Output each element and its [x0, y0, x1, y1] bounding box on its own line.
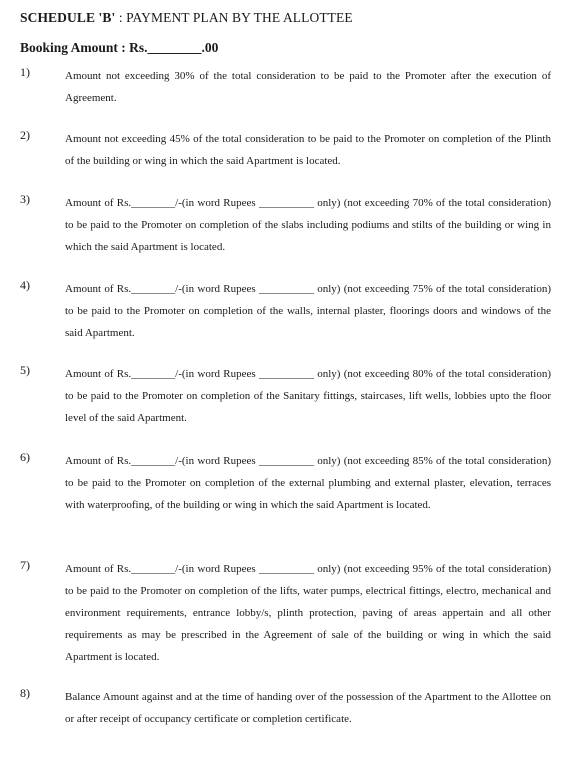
schedule-title [20, 10, 353, 26]
item-text: Amount of Rs.________/-(in word Rupees __________ only) (not exceeding 70% of the total consideration) to be paid to the Promoter on completion of the slabs including podiums and stilts of the building or wing in which the said Apartment is located. [65, 197, 551, 253]
schedule-title-rest: : PAYMENT PLAN BY THE ALLOTTEE [115, 10, 353, 25]
item-text: Amount not exceeding 45% of the total consideration to be paid to the Promoter on completion of the Plinth of the building or wing in which the said Apartment is located. [65, 133, 551, 167]
item-text: Amount of Rs.________/-(in word Rupees __________ only) (not exceeding 95% of the total consideration) to be paid to the Promoter on completion of the lifts, water pumps, electrical fittings, electro, mechanical and environment requirements, entrance lobby/s, plinth protection, paving of areas appertain and all other requirements as may be prescribed in the Agreement of sale of the building or wing in which the said Apartment is located. [65, 563, 551, 663]
item-text: Amount of Rs.________/-(in word Rupees __________ only) (not exceeding 75% of the total consideration) to be paid to the Promoter on completion of the walls, internal plaster, floorings doors and windows of the said Apartment. [65, 283, 551, 339]
item-number: 4) [20, 278, 30, 292]
item-number: 2) [20, 128, 30, 142]
item-number: 6) [20, 450, 30, 464]
item-text: Amount of Rs.________/-(in word Rupees __________ only) (not exceeding 85% of the total consideration) to be paid to the Promoter on completion of the external plumbing and external plaster, elevation, terraces with waterproofing, of the building or wing in which the said Apartment is located. [65, 455, 551, 511]
item-number: 7) [20, 558, 30, 572]
item-number: 5) [20, 363, 30, 377]
item-text: Balance Amount against and at the time of handing over of the possession of the Apartment to the Allottee on or after receipt of occupancy certificate or completion certificate. [65, 691, 551, 725]
item-number: 3) [20, 192, 30, 206]
schedule-title-prefix: SCHEDULE 'B' [20, 10, 116, 25]
item-text: Amount not exceeding 30% of the total consideration to be paid to the Promoter after the execution of Agreement. [65, 70, 551, 104]
booking-amount: Booking Amount : Rs.________.00 [20, 40, 219, 55]
item-text: Amount of Rs.________/-(in word Rupees __________ only) (not exceeding 80% of the total consideration) to be paid to the Promoter on completion of the Sanitary fittings, staircases, lift wells, lobbies upto the floor level of the said Apartment. [65, 368, 551, 424]
item-number: 8) [20, 686, 30, 700]
item-number: 1) [20, 65, 30, 79]
